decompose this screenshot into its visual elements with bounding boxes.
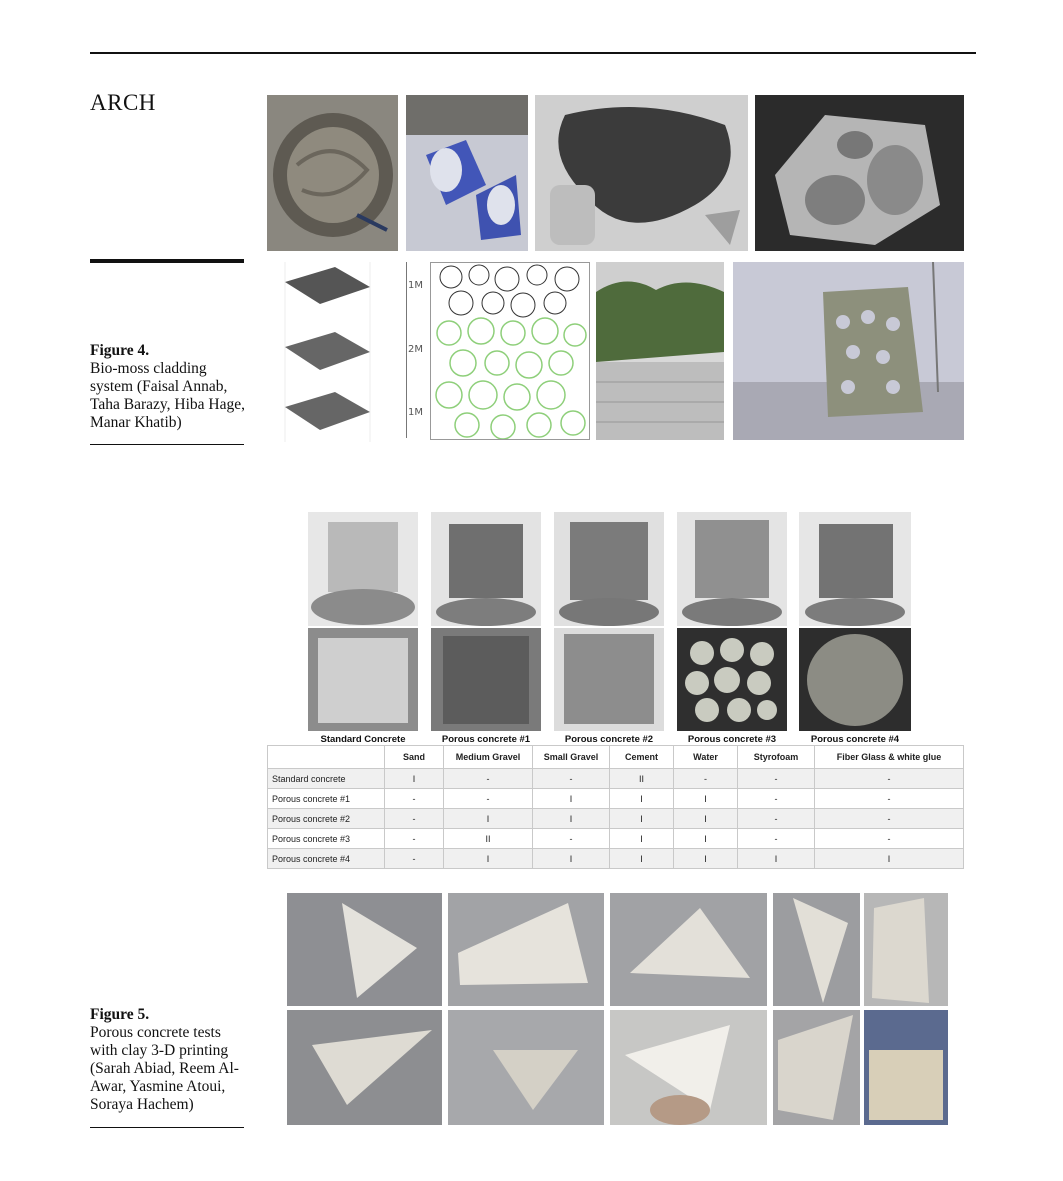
photo-clay-print-5 <box>864 893 948 1006</box>
mix-table-header-fiber-glass: Fiber Glass & white glue <box>815 746 964 769</box>
photo-moss-wall <box>596 262 724 440</box>
table-cell: Porous concrete #1 <box>268 789 385 809</box>
photo-clay-print-3 <box>610 893 767 1006</box>
figure5-label: Figure 5. <box>90 1006 150 1023</box>
table-cell: I <box>674 809 738 829</box>
figure4-caption: Bio-moss cladding system (Faisal Annab, Taha Barazy, Hiba Hage, Manar Khatib) <box>90 360 245 431</box>
photo-porous-1-side <box>431 512 541 626</box>
table-cell: II <box>444 829 533 849</box>
figure5-bottom-rule <box>90 1127 244 1128</box>
table-cell: - <box>533 769 610 789</box>
diagram-exploded-layers <box>280 262 375 442</box>
photo-clay-print-10 <box>864 1010 948 1125</box>
journal-name: ARCH <box>90 90 156 115</box>
table-row <box>268 809 964 829</box>
photo-clay-print-8 <box>610 1010 767 1125</box>
mix-table-header-small-gravel: Small Gravel <box>533 746 610 769</box>
table-cell: - <box>738 829 815 849</box>
mix-table-header-sand: Sand <box>385 746 444 769</box>
photo-porous-4-top <box>799 628 911 731</box>
table-row <box>268 849 964 869</box>
table-row <box>268 789 964 809</box>
sample-label-porous-4: Porous concrete #4 <box>810 734 900 745</box>
photo-porous-3-side <box>677 512 787 626</box>
dimension-scale <box>396 262 426 442</box>
photo-cast-panel <box>755 95 964 251</box>
table-cell: I <box>674 849 738 869</box>
photo-clay-print-1 <box>287 893 442 1006</box>
figure4-thick-rule <box>90 259 244 263</box>
table-cell: I <box>533 809 610 829</box>
photo-blue-mold <box>406 95 528 251</box>
table-cell: I <box>610 809 674 829</box>
sample-label-porous-1: Porous concrete #1 <box>441 734 531 745</box>
table-cell: - <box>815 809 964 829</box>
diagram-cell-pattern <box>430 262 590 440</box>
table-cell: - <box>738 809 815 829</box>
table-cell: Porous concrete #3 <box>268 829 385 849</box>
mix-table-header-cement: Cement <box>610 746 674 769</box>
table-cell: - <box>385 829 444 849</box>
table-cell: - <box>385 789 444 809</box>
photo-mixing-bucket <box>267 95 398 251</box>
mix-table <box>267 745 964 869</box>
table-cell: I <box>444 849 533 869</box>
photo-clay-print-2 <box>448 893 604 1006</box>
table-cell: - <box>815 829 964 849</box>
table-cell: I <box>610 789 674 809</box>
table-row <box>268 769 964 789</box>
table-cell: I <box>738 849 815 869</box>
table-cell: I <box>610 849 674 869</box>
photo-porous-1-top <box>431 628 541 731</box>
sample-label-porous-2: Porous concrete #2 <box>564 734 654 745</box>
photo-clay-print-9 <box>773 1010 860 1125</box>
dimension-label-middle: 2M <box>408 344 423 355</box>
photo-standard-concrete-top <box>308 628 418 731</box>
table-cell: - <box>533 829 610 849</box>
table-cell: - <box>738 789 815 809</box>
table-row <box>268 829 964 849</box>
top-rule <box>90 52 976 54</box>
table-cell: - <box>738 769 815 789</box>
table-cell: - <box>444 789 533 809</box>
mix-table-header-medium-gravel: Medium Gravel <box>444 746 533 769</box>
mix-table-header-blank <box>268 746 385 769</box>
table-cell: I <box>533 849 610 869</box>
table-cell: - <box>385 849 444 869</box>
table-cell: Standard concrete <box>268 769 385 789</box>
photo-porous-2-top <box>554 628 664 731</box>
dimension-label-top: 1M <box>408 280 423 291</box>
table-cell: - <box>385 809 444 829</box>
photo-clay-print-6 <box>287 1010 442 1125</box>
table-cell: - <box>815 789 964 809</box>
photo-concrete-pour <box>535 95 748 251</box>
table-cell: - <box>674 769 738 789</box>
table-cell: - <box>815 769 964 789</box>
table-cell: I <box>674 789 738 809</box>
sample-label-porous-3: Porous concrete #3 <box>687 734 777 745</box>
table-cell: I <box>674 829 738 849</box>
table-cell: Porous concrete #2 <box>268 809 385 829</box>
table-cell: Porous concrete #4 <box>268 849 385 869</box>
photo-clay-print-4 <box>773 893 860 1006</box>
table-cell: I <box>444 809 533 829</box>
figure4-label: Figure 4. <box>90 342 150 359</box>
photo-standard-concrete-side <box>308 512 418 626</box>
photo-porous-4-side <box>799 512 911 626</box>
photo-porous-3-top <box>677 628 787 731</box>
photo-porous-2-side <box>554 512 664 626</box>
mix-table-header-water: Water <box>674 746 738 769</box>
figure5-caption: Porous concrete tests with clay 3-D printing (Sarah Abiad, Reem Al-Awar, Yasmine Atoui, Soraya Hachem) <box>90 1024 239 1113</box>
figure4-bottom-rule <box>90 444 244 445</box>
sample-label-standard: Standard Concrete <box>320 734 406 745</box>
figure5-caption-block <box>90 1006 250 1114</box>
figure4-caption-block <box>90 342 250 432</box>
table-cell: I <box>533 789 610 809</box>
photo-street-render <box>733 262 964 440</box>
table-cell: I <box>385 769 444 789</box>
table-cell: - <box>444 769 533 789</box>
table-cell: I <box>610 829 674 849</box>
table-cell: I <box>815 849 964 869</box>
table-cell: II <box>610 769 674 789</box>
photo-clay-print-7 <box>448 1010 604 1125</box>
mix-table-header-styrofoam: Styrofoam <box>738 746 815 769</box>
mix-table-header-row <box>268 746 964 769</box>
dimension-label-bottom: 1M <box>408 407 423 418</box>
